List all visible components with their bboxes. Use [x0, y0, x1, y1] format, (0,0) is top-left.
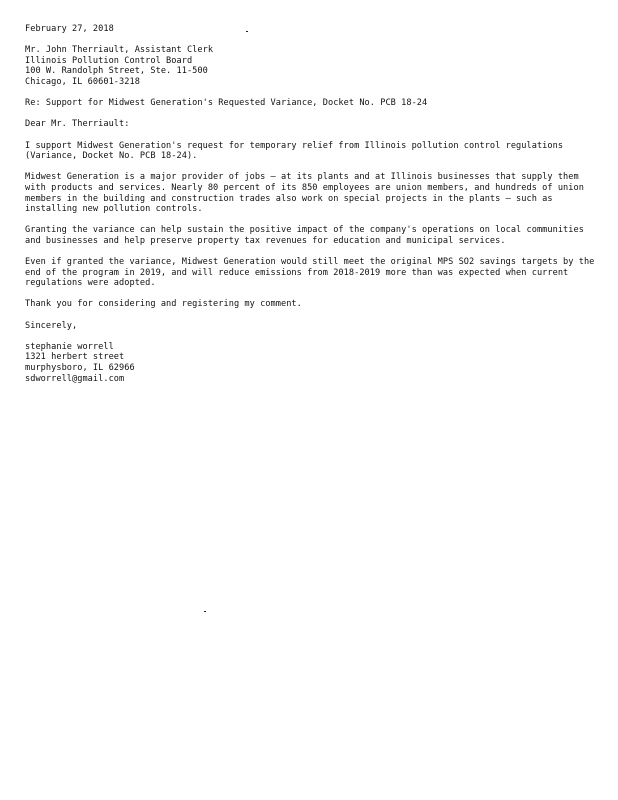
recipient-street: 100 W. Randolph Street, Ste. 11-500: [25, 66, 208, 77]
signature-block: [25, 342, 595, 384]
paragraph-support: I support Midwest Generation's request for temporary relief from Illinois pollution control regulations (Variance, Docket No. PCB 18-24).: [25, 140, 564, 162]
recipient-address: [25, 45, 595, 87]
scan-speck: [246, 31, 248, 32]
letter-body: [25, 24, 595, 384]
recipient-organization: Illinois Pollution Control Board: [25, 55, 193, 66]
paragraph-jobs: Midwest Generation is a major provider of jobs – at its plants and at Illinois businesses that supply them with products and services. Nearly 80 percent of its 850 employees are union members, and hundreds of union members in the building and construction trades also work on special projects in the plants – such as installing new pollution controls.: [25, 172, 584, 215]
scan-speck: [204, 611, 206, 612]
signature-street: 1321 herbert street: [25, 352, 125, 363]
subject-line: Re: Support for Midwest Generation's Requested Variance, Docket No. PCB 18-24: [25, 98, 428, 109]
recipient-city: Chicago, IL 60601-3218: [25, 76, 140, 87]
recipient-name: Mr. John Therriault, Assistant Clerk: [25, 45, 214, 56]
signature-city: murphysboro, IL 62966: [25, 363, 135, 373]
signature-name: stephanie worrell: [25, 341, 114, 352]
signature-email: sdworrell@gmail.com: [25, 373, 125, 384]
paragraph-variance: Granting the variance can help sustain the positive impact of the company's operations on local communities and businesses and help preserve property tax revenues for education and municipal services.: [25, 225, 584, 246]
paragraph-emissions: Even if granted the variance, Midwest Generation would still meet the original MPS SO2 savings targets by the end of the program in 2019, and will reduce emissions from 2018-2019 more than was expected when current regulations were adopted.: [25, 257, 595, 289]
paragraph-thanks: Thank you for considering and registering my comment.: [25, 299, 302, 310]
salutation: Dear Mr. Therriault:: [25, 119, 130, 130]
closing: Sincerely,: [25, 320, 78, 331]
letter-date: February 27, 2018: [25, 24, 114, 34]
